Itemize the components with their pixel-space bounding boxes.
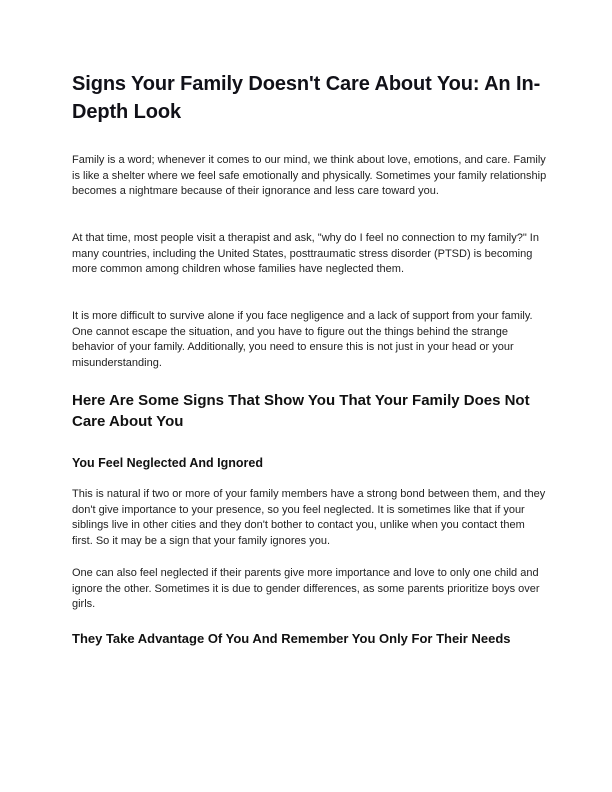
intro-paragraph-3: It is more difficult to survive alone if you face negligence and a lack of support from your family. One cannot escape the situation, and you have to figure out the things behind the strange behavior of your family. Additionally, you need to ensure this is not just in your head or your misunderstanding. (72, 310, 533, 369)
intro-paragraph-1: Family is a word; whenever it comes to our mind, we think about love, emotions, and care. Family is like a shelter where we feel safe emotionally and physically. Sometimes your family relationship becomes a nightmare because of their ignorance and less care toward you. (72, 154, 547, 198)
document-title: Signs Your Family Doesn't Care About You: An In-Depth Look (72, 73, 541, 123)
subsection-heading-take-advantage: They Take Advantage Of You And Remember You Only For Their Needs (72, 631, 511, 646)
neglected-paragraph-2: One can also feel neglected if their parents give more importance and love to only one child and ignore the other. Sometimes it is due to gender differences, as some parents prioritize boys over girls. (72, 567, 540, 611)
section-heading: Here Are Some Signs That Show You That Your Family Does Not Care About You (72, 392, 530, 430)
neglected-paragraph-1: This is natural if two or more of your family members have a strong bond between them, and they don't give importance to your presence, so you feel neglected. It is sometimes like that if your siblings live in other cities and they don't bother to contact you, unlike when you contact them first. So it may be a sign that your family ignores you. (72, 488, 546, 547)
subsection-heading-neglected: You Feel Neglected And Ignored (72, 456, 263, 470)
intro-paragraph-2: At that time, most people visit a therapist and ask, "why do I feel no connection to my family?" In many countries, including the United States, posttraumatic stress disorder (PTSD) is becoming more common among children whose families have neglected them. (72, 232, 539, 276)
